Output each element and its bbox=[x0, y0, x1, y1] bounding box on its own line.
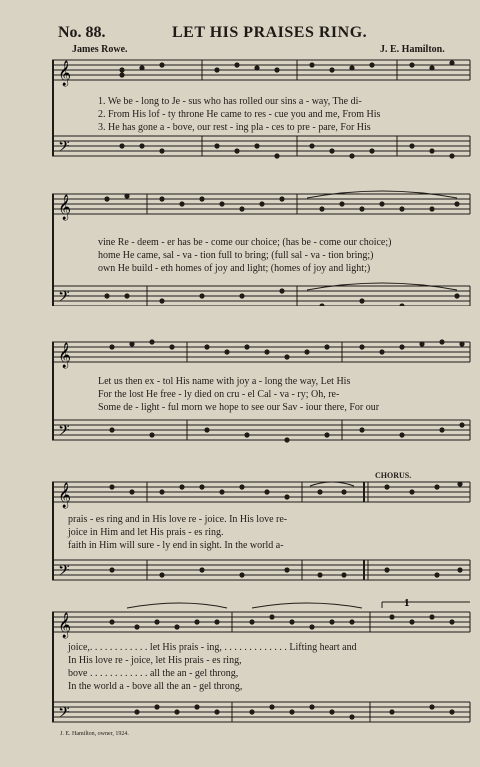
lyric-line: For the lost He free - ly died on cru - el Cal - va - ry; Oh, re- bbox=[98, 389, 340, 400]
lyric-line: own He build - eth homes of joy and light; (homes of joy and light;) bbox=[98, 263, 371, 274]
treble-clef-icon: 𝄞 bbox=[58, 342, 72, 367]
lyric-line: joice,. . . . . . . . . . . . let His prais - ing, . . . . . . . . . . . . . Lifting heart and bbox=[68, 642, 357, 653]
treble-clef-icon: 𝄞 bbox=[58, 612, 72, 637]
bass-clef-icon: 𝄢 bbox=[58, 422, 70, 442]
lyric-line: vine Re - deem - er has be - come our choice; (has be - come our choice;) bbox=[98, 237, 392, 248]
lyric-line: bove . . . . . . . . . . . . all the an - gel throng, bbox=[68, 668, 239, 679]
hymn-number: No. 88. bbox=[58, 24, 106, 41]
hymn-header bbox=[0, 24, 480, 44]
lyric-line: 1. We be - long to Je - sus who has rolled our sins a - way, The di- bbox=[98, 96, 362, 107]
lyric-line: In His love re - joice, let His prais - es ring, bbox=[68, 655, 242, 666]
credits bbox=[0, 44, 480, 58]
lyric-line: prais - es ring and in His love re - joice. In His love re- bbox=[68, 514, 288, 525]
lyric-line: Let us then ex - tol His name with joy a - long the way, Let His bbox=[98, 376, 351, 387]
treble-clef-icon: 𝄞 bbox=[58, 194, 72, 219]
bass-clef-icon: 𝄢 bbox=[58, 562, 70, 582]
lyricist: James Rowe. bbox=[72, 44, 128, 55]
lyric-line: 2. From His lof - ty throne He came to res - cue you and me, From His bbox=[98, 109, 381, 120]
lyric-line: faith in Him will sure - ly end in sight. In the world a- bbox=[68, 540, 284, 551]
lyric-line: Some de - light - ful morn we hope to see our Sav - iour there, For our bbox=[98, 402, 380, 413]
treble-clef-icon: 𝄞 bbox=[58, 482, 72, 507]
composer: J. E. Hamilton. bbox=[380, 44, 445, 55]
treble-clef-icon: 𝄞 bbox=[58, 60, 72, 85]
lyric-line: joice in Him and let His prais - es ring. bbox=[68, 527, 224, 538]
lyric-line: 3. He has gone a - bove, our rest - ing pla - ces to pre - pare, For His bbox=[98, 122, 371, 133]
chorus-label: CHORUS. bbox=[375, 471, 412, 480]
lyric-line: home He came, sal - va - tion full to bring; (full sal - va - tion bring;) bbox=[98, 250, 374, 261]
copyright-footer: J. E. Hamilton, owner, 1924. bbox=[60, 731, 129, 737]
bass-clef-icon: 𝄢 bbox=[58, 704, 70, 724]
ending-mark: 1 bbox=[404, 597, 410, 609]
hymn-title: LET HIS PRAISES RING. bbox=[172, 24, 368, 41]
bass-clef-icon: 𝄢 bbox=[58, 138, 70, 158]
lyric-line: In the world a - bove all the an - gel throng, bbox=[68, 681, 243, 692]
bass-clef-icon: 𝄢 bbox=[58, 288, 70, 306]
